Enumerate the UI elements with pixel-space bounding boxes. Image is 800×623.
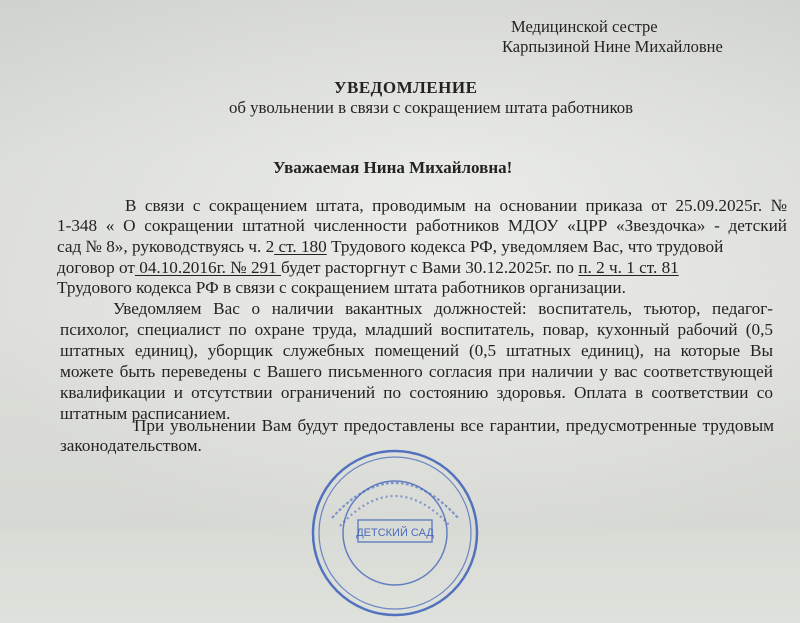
stamp-seal: [310, 448, 480, 618]
paragraph-1-line-3: [57, 237, 787, 257]
paragraph-2-line-4: можете быть переведены с Вашего письменного согласия при наличии у вас соответствующей: [60, 362, 773, 381]
text-segment: договор от: [57, 258, 135, 277]
stamp-text: ДЕТСКИЙ САД: [356, 527, 434, 539]
document-title: УВЕДОМЛЕНИЕ: [334, 78, 478, 97]
paragraph-1-line-4: [57, 258, 787, 278]
article-reference: ст. 180: [274, 237, 327, 256]
contract-reference: 04.10.2016г. № 291: [134, 258, 282, 277]
paragraph-2-line-6: штатным расписанием.: [60, 404, 231, 423]
document-subtitle: об увольнении в связи с сокращением штата работников: [229, 98, 634, 117]
text-segment: будет расторгнут с Вами 30.12.2025г. по: [281, 258, 579, 277]
paragraph-1-line-2: 1-348 « О сокращении штатной численности работников МДОУ «ЦРР «Звездочка» - детский: [57, 216, 787, 235]
paragraph-3-line-2: законодательством.: [60, 436, 202, 455]
paragraph-1-line-5: Трудового кодекса РФ в связи с сокращением штата работников организации.: [57, 278, 626, 297]
paragraph-3-line-1: При увольнении Вам будут предоставлены все гарантии, предусмотренные трудовым: [134, 416, 774, 435]
organization-stamp: [310, 448, 480, 618]
paragraph-2-line-3: штатных единиц), уборщик служебных помещений (0,5 штатных единиц), на которые Вы: [60, 341, 773, 360]
paragraph-1-line-1: В связи с сокращением штата, проводимым на основании приказа от 25.09.2025г. №: [125, 196, 787, 215]
addressee-line-2: Карпызиной Нине Михайловне: [502, 37, 723, 56]
text-segment: Трудового кодекса РФ, уведомляем Вас, что трудовой: [326, 237, 724, 256]
paragraph-2-line-1: Уведомляем Вас о наличии вакантных должностей: воспитатель, тьютор, педагог-: [113, 299, 773, 318]
paragraph-2-line-2: психолог, специалист по охране труда, младший воспитатель, повар, кухонный рабочий (0,5: [60, 320, 773, 339]
addressee-line-1: Медицинской сестре: [511, 17, 658, 36]
article-reference: п. 2 ч. 1 ст. 81: [578, 258, 679, 277]
text-segment: сад № 8», руководствуясь ч. 2: [57, 237, 275, 256]
paragraph-2-line-5: квалификации и отсутствии ограничений по состоянию здоровья. Оплата в соответствии со: [60, 383, 773, 402]
greeting: Уважаемая Нина Михайловна!: [273, 158, 513, 177]
